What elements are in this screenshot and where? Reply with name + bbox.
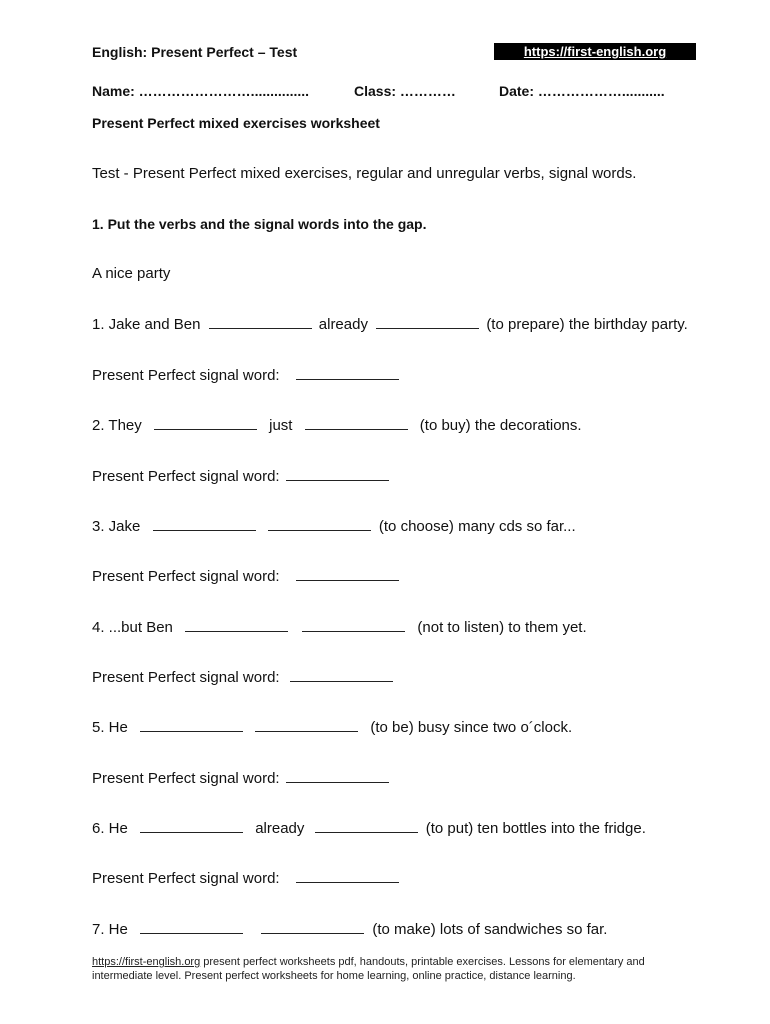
answer-blank[interactable]	[140, 718, 243, 732]
signal-word-label: Present Perfect signal word:	[92, 468, 280, 485]
answer-blank[interactable]	[261, 920, 364, 934]
signal-word-row	[92, 567, 399, 585]
answer-blank[interactable]	[376, 315, 479, 329]
item-end: (to put) ten bottles into the fridge.	[425, 820, 646, 837]
item-start: 1. Jake and Ben	[92, 316, 201, 333]
item-signal-word: already	[255, 820, 305, 837]
exercise-item	[92, 517, 576, 535]
signal-word-row	[92, 366, 399, 384]
item-end: (to prepare) the birthday party.	[486, 316, 688, 333]
answer-blank[interactable]	[302, 618, 405, 632]
story-title: A nice party	[92, 265, 171, 282]
signal-word-row	[92, 869, 399, 887]
footer-note	[92, 955, 692, 983]
signal-word-blank[interactable]	[296, 869, 399, 883]
item-end: (to make) lots of sandwiches so far.	[372, 921, 608, 938]
answer-blank[interactable]	[140, 819, 243, 833]
answer-blank[interactable]	[154, 416, 257, 430]
answer-blank[interactable]	[268, 517, 371, 531]
signal-word-label: Present Perfect signal word:	[92, 669, 280, 686]
worksheet-heading: Present Perfect mixed exercises worksheet	[92, 115, 380, 131]
signal-word-row	[92, 668, 393, 686]
signal-word-blank[interactable]	[286, 769, 389, 783]
signal-word-label: Present Perfect signal word:	[92, 770, 280, 787]
intro-text: Test - Present Perfect mixed exercises, regular and unregular verbs, signal words.	[92, 165, 637, 182]
item-start: 2. They	[92, 417, 142, 434]
item-end: (to choose) many cds so far...	[378, 518, 576, 535]
footer-text: present perfect worksheets pdf, handouts, printable exercises. Lessons for elementary and intermediate level. Present perfect worksheets for home learning, online practice, distance learning.	[92, 956, 645, 982]
answer-blank[interactable]	[305, 416, 408, 430]
exercise-item	[92, 416, 582, 434]
item-start: 5. He	[92, 719, 128, 736]
exercise-item	[92, 315, 688, 333]
footer-link[interactable]: https://first-english.org	[92, 956, 201, 968]
signal-word-row	[92, 467, 389, 485]
exercise-item	[92, 718, 572, 736]
date-field-label: Date: ………………...........	[499, 83, 665, 99]
item-signal-word: just	[269, 417, 293, 434]
exercise-item	[92, 920, 607, 938]
answer-blank[interactable]	[153, 517, 256, 531]
item-start: 6. He	[92, 820, 128, 837]
class-field-label: Class: …………	[354, 83, 456, 99]
signal-word-blank[interactable]	[286, 467, 389, 481]
task-instruction: 1. Put the verbs and the signal words into the gap.	[92, 216, 427, 232]
item-end: (to buy) the decorations.	[419, 417, 582, 434]
name-field-label: Name: ……………………...............	[92, 83, 310, 99]
answer-blank[interactable]	[209, 315, 312, 329]
signal-word-row	[92, 769, 389, 787]
answer-blank[interactable]	[315, 819, 418, 833]
signal-word-blank[interactable]	[296, 567, 399, 581]
item-start: 7. He	[92, 921, 128, 938]
worksheet-title: English: Present Perfect – Test	[92, 44, 298, 60]
item-end: (not to listen) to them yet.	[417, 619, 587, 636]
signal-word-blank[interactable]	[296, 366, 399, 380]
exercise-item	[92, 618, 587, 636]
signal-word-label: Present Perfect signal word:	[92, 568, 280, 585]
signal-word-label: Present Perfect signal word:	[92, 870, 280, 887]
item-start: 3. Jake	[92, 518, 141, 535]
item-end: (to be) busy since two o´clock.	[370, 719, 573, 736]
site-url-link[interactable]: https://first-english.org	[494, 43, 696, 60]
signal-word-blank[interactable]	[290, 668, 393, 682]
item-signal-word: already	[318, 316, 368, 333]
exercise-item	[92, 819, 646, 837]
item-start: 4. ...but Ben	[92, 619, 173, 636]
answer-blank[interactable]	[185, 618, 288, 632]
answer-blank[interactable]	[255, 718, 358, 732]
answer-blank[interactable]	[140, 920, 243, 934]
signal-word-label: Present Perfect signal word:	[92, 367, 280, 384]
